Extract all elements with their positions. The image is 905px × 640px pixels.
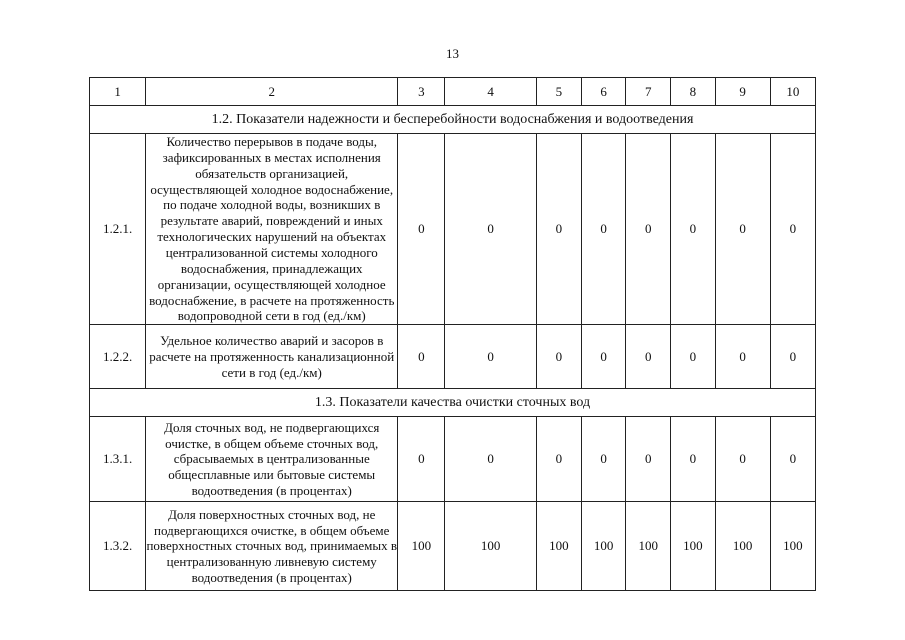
row-value: 0 xyxy=(626,134,671,325)
row-value: 100 xyxy=(581,502,625,591)
column-header: 8 xyxy=(671,78,715,106)
row-code: 1.3.1. xyxy=(90,417,146,502)
row-value: 0 xyxy=(770,325,815,389)
column-header: 10 xyxy=(770,78,815,106)
column-header: 1 xyxy=(90,78,146,106)
row-value: 0 xyxy=(536,134,581,325)
row-value: 0 xyxy=(445,417,536,502)
row-value: 0 xyxy=(398,134,445,325)
row-value: 0 xyxy=(536,417,581,502)
row-value: 0 xyxy=(671,134,715,325)
row-description: Доля сточных вод, не подвергающихся очистке, в общем объеме сточных вод, сбрасываемых в централизованные общесплавные или бытовые системы водоотведения (в процентах) xyxy=(146,417,398,502)
table-header-row xyxy=(90,78,816,106)
section-title: 1.2. Показатели надежности и бесперебойности водоснабжения и водоотведения xyxy=(90,106,816,134)
row-value: 0 xyxy=(626,417,671,502)
row-value: 100 xyxy=(445,502,536,591)
section-heading-row xyxy=(90,389,816,417)
row-value: 0 xyxy=(445,325,536,389)
row-value: 0 xyxy=(398,417,445,502)
row-value: 100 xyxy=(398,502,445,591)
column-header: 5 xyxy=(536,78,581,106)
page-number: 13 xyxy=(446,46,459,61)
row-value: 0 xyxy=(581,134,625,325)
row-value: 0 xyxy=(770,417,815,502)
column-header: 7 xyxy=(626,78,671,106)
row-value: 100 xyxy=(770,502,815,591)
indicators-table xyxy=(89,77,816,591)
row-value: 0 xyxy=(770,134,815,325)
column-header: 3 xyxy=(398,78,445,106)
row-value: 100 xyxy=(536,502,581,591)
row-value: 0 xyxy=(445,134,536,325)
row-value: 0 xyxy=(626,325,671,389)
column-header: 4 xyxy=(445,78,536,106)
row-value: 0 xyxy=(671,417,715,502)
row-code: 1.3.2. xyxy=(90,502,146,591)
row-description: Удельное количество аварий и засоров в расчете на протяженность канализационной сети в год (ед./км) xyxy=(146,325,398,389)
row-value: 0 xyxy=(715,417,770,502)
row-value: 0 xyxy=(398,325,445,389)
row-description: Доля поверхностных сточных вод, не подвергающихся очистке, в общем объеме поверхностных сточных вод, принимаемых в централизованную ливневую систему водоотведения (в процентах) xyxy=(146,502,398,591)
row-value: 0 xyxy=(715,134,770,325)
row-code: 1.2.2. xyxy=(90,325,146,389)
section-title: 1.3. Показатели качества очистки сточных вод xyxy=(90,389,816,417)
row-value: 0 xyxy=(581,417,625,502)
table-row xyxy=(90,502,816,591)
table-row xyxy=(90,417,816,502)
row-value: 100 xyxy=(671,502,715,591)
row-code: 1.2.1. xyxy=(90,134,146,325)
column-header: 9 xyxy=(715,78,770,106)
table-row xyxy=(90,134,816,325)
row-value: 0 xyxy=(671,325,715,389)
column-header: 6 xyxy=(581,78,625,106)
table-row xyxy=(90,325,816,389)
row-description: Количество перерывов в подаче воды, зафиксированных в местах исполнения обязательств организацией, осуществляющей холодное водоснабжение, по подаче холодной воды, возникших в результате аварий, повреждений и иных технологических нарушений на объектах централизованной системы холодного водоснабжения, принадлежащих организации, осуществляющей холодное водоснабжение, в расчете на протяженность водопроводной сети в год (ед./км) xyxy=(146,134,398,325)
row-value: 0 xyxy=(581,325,625,389)
section-heading-row xyxy=(90,106,816,134)
column-header: 2 xyxy=(146,78,398,106)
row-value: 100 xyxy=(715,502,770,591)
row-value: 0 xyxy=(536,325,581,389)
row-value: 0 xyxy=(715,325,770,389)
row-value: 100 xyxy=(626,502,671,591)
